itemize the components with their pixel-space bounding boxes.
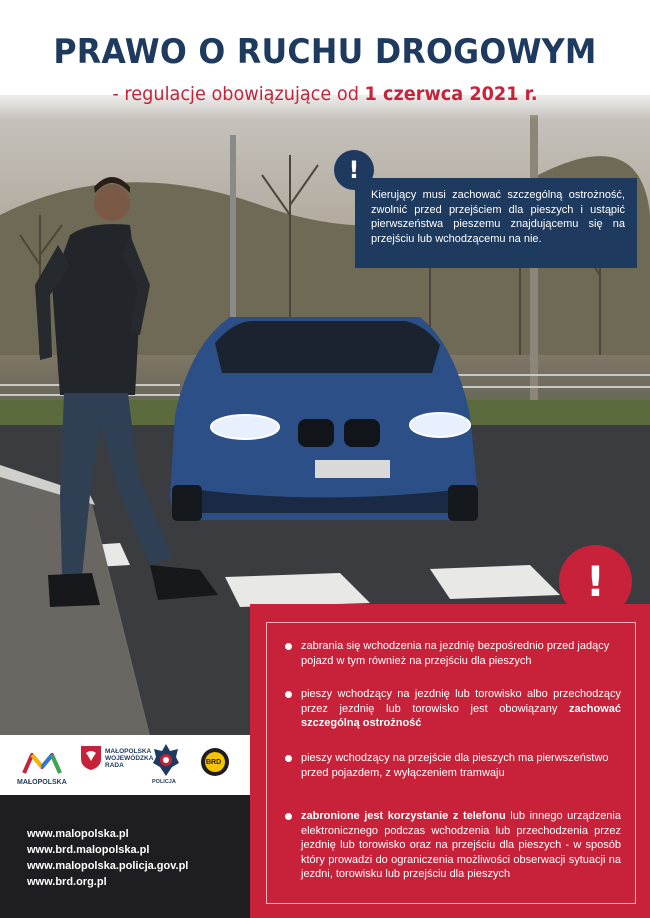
- malopolska-logo: [22, 751, 62, 775]
- partner-logos: [0, 735, 250, 795]
- blue-car: [170, 317, 478, 521]
- crest-icon: [80, 745, 102, 771]
- driver-info-box: [355, 178, 637, 268]
- footer-link-brd-malopolska[interactable]: www.brd.malopolska.pl: [27, 844, 150, 856]
- police-badge-icon: [152, 743, 180, 777]
- footer-link-malopolska[interactable]: www.malopolska.pl: [27, 828, 129, 840]
- wrd-logo-line1: MAŁOPOLSKA: [105, 748, 152, 755]
- rules-list: [266, 622, 636, 904]
- poster-title: PRAWO O RUCHU DROGOWYM: [53, 32, 597, 72]
- rule-item: zabronione jest korzystanie z telefonu lub innego urządzenia elektronicznego podczas wchodzenia lub przechodzenia przez jezdnię lub torowisko oraz na przejściu dla pieszych - w sposób który prowadzi do ograniczenia możliwości obserwacji sytuacji na jezdni, torowisku lub przejściu dla pieszych: [285, 809, 621, 882]
- exclamation-icon: !: [559, 545, 632, 618]
- police-label: POLICJA: [152, 779, 176, 785]
- driver-info-text: Kierujący musi zachować szczególną ostrożność, zwolnić przed przejściem dla pieszych i ustąpić pierwszeństwa pieszemu znajdującemu się na przejściu lub wchodzącemu na nie.: [371, 189, 625, 245]
- poster-header: [0, 0, 650, 120]
- rule-item: zabrania się wchodzenia na jezdnię bezpośrednio przed jadący pojazd w tym również na przejściu dla pieszych: [285, 639, 621, 668]
- subtitle-prefix: - regulacje obowiązujące od: [112, 83, 365, 105]
- rule-item: pieszy wchodzący na jezdnię lub torowisko albo przechodzący przez jezdnię lub torowisko jest obowiązany zachować szczególną ostrożność: [285, 687, 621, 731]
- subtitle-date: 1 czerwca 2021 r.: [364, 83, 538, 105]
- poster-subtitle: [23, 83, 628, 105]
- malopolska-label: MAŁOPOLSKA: [17, 779, 67, 786]
- footer: [0, 795, 250, 918]
- footer-link-brd-org[interactable]: www.brd.org.pl: [27, 876, 107, 888]
- wrd-logo-line2: WOJEWÓDZKA: [105, 755, 154, 762]
- footer-link-policja[interactable]: www.malopolska.policja.gov.pl: [27, 860, 189, 872]
- rule-item: pieszy wchodzący na przejście dla pieszych ma pierwszeństwo przed pojazdem, z wyłączeniem tramwaju: [285, 751, 621, 780]
- exclamation-icon: !: [334, 150, 374, 190]
- brd-logo-text: BRD: [206, 759, 222, 766]
- wrd-logo-line3: RADA: [105, 762, 124, 769]
